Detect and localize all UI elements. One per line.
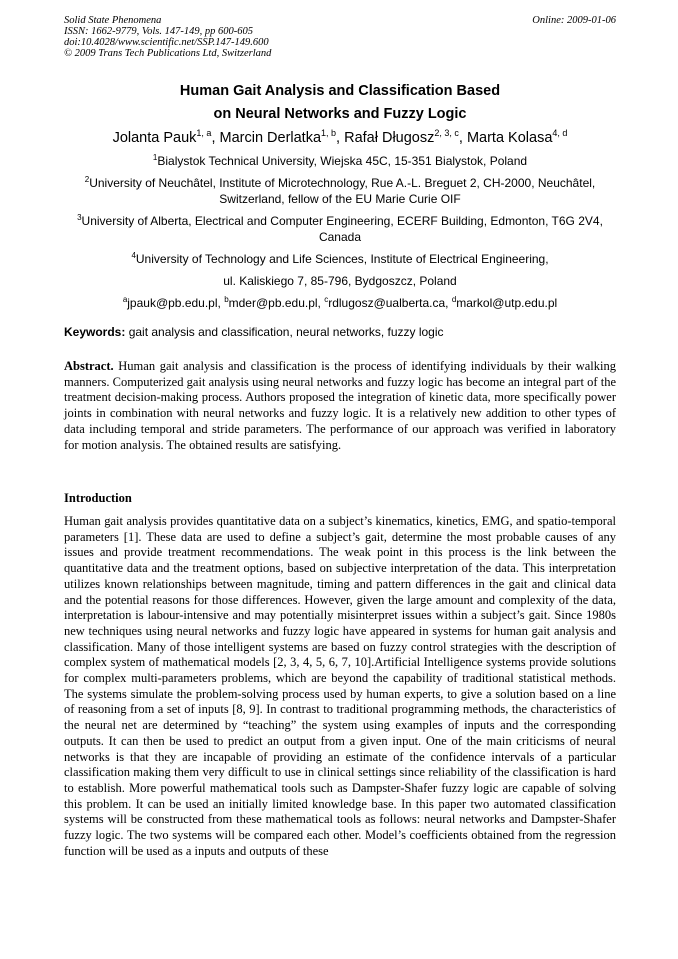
email: jpauk@pb.edu.pl <box>127 296 218 310</box>
email-sup: d <box>451 295 457 304</box>
title-line-2: on Neural Networks and Fuzzy Logic <box>213 106 467 122</box>
author <box>467 130 567 146</box>
issn-line: ISSN: 1662-9779, Vols. 147-149, pp 600-605 <box>64 26 253 37</box>
author-name: Marcin Derlatka <box>219 130 322 146</box>
affiliation-1 <box>64 153 616 169</box>
abstract-label: Abstract. <box>64 359 114 373</box>
author-sep: , <box>336 130 345 146</box>
copyright-line: © 2009 Trans Tech Publications Ltd, Switzerland <box>64 48 272 59</box>
author-name: Jolanta Pauk <box>112 130 197 146</box>
title-line-1: Human Gait Analysis and Classification Based <box>179 83 501 99</box>
affiliation-4 <box>64 251 616 267</box>
keywords-label: Keywords: <box>64 325 126 339</box>
journal-name: Solid State Phenomena <box>64 15 162 26</box>
paper-title <box>64 80 616 126</box>
affiliation-4-address: ul. Kaliskiego 7, 85-796, Bydgoszcz, Poland <box>223 274 457 288</box>
doi-line: doi:10.4028/www.scientific.net/SSP.147-149.600 <box>64 37 269 48</box>
affiliation-text: Bialystok Technical University, Wiejska 45C, 15-351 Bialystok, Poland <box>157 154 528 168</box>
email-sep: , <box>445 296 452 310</box>
author <box>220 130 345 146</box>
keywords-text: gait analysis and classification, neural networks, fuzzy logic <box>125 325 444 339</box>
affiliation-3 <box>64 213 616 245</box>
author <box>113 130 220 146</box>
affiliation-text: University of Technology and Life Sciences, Institute of Electrical Engineering, <box>135 252 549 266</box>
abstract-text: Human gait analysis and classification is the process of identifying individuals by their walking manners. Computerized gait analysis using neural networks and fuzzy logic has become an integral part of the treatment decision-making process. Authors proposed the integration of kinetic data, more specifically power joints in combination with neural networks and fuzzy logic. It is a relatively new addition to other types of data including temporal and stride parameters. The performance of our approach was verified in laboratory for motion analysis. The obtained results are satisfying. <box>64 359 616 452</box>
email-sup: a <box>122 295 128 304</box>
email-sup: b <box>224 295 229 304</box>
email-list <box>64 295 616 311</box>
author <box>344 130 467 146</box>
author-sep: , <box>211 130 220 146</box>
author-name: Rafał Długosz <box>344 130 435 146</box>
affiliation-text: University of Neuchâtel, Institute of Microtechnology, Rue A.-L. Breguet 2, CH-2000, Neuchâtel, Switzerland, fellow of the EU Marie Curie OIF <box>89 176 596 206</box>
affiliation-sup: 3 <box>77 213 82 222</box>
author-name: Marta Kolasa <box>466 130 553 146</box>
author-list <box>64 128 616 148</box>
author-sep: , <box>458 130 467 146</box>
abstract <box>64 359 616 453</box>
author-sup: 1, a <box>196 128 212 138</box>
affiliation-2 <box>64 175 616 207</box>
section-heading-introduction: Introduction <box>64 491 132 505</box>
email: markol@utp.edu.pl <box>456 296 558 310</box>
affiliation-text: University of Alberta, Electrical and Computer Engineering, ECERF Building, Edmonton, T6G 2V4, Canada <box>81 214 603 244</box>
author-sup: 1, b <box>321 128 337 138</box>
keywords <box>64 324 616 340</box>
email-sup: c <box>324 295 329 304</box>
author-sup: 2, 3, c <box>434 128 459 138</box>
journal-header <box>64 15 616 59</box>
author-sup: 4, d <box>552 128 568 138</box>
email: rdlugosz@ualberta.ca <box>328 296 446 310</box>
online-date: Online: 2009-01-06 <box>532 15 616 26</box>
introduction-paragraph: Human gait analysis provides quantitative data on a subject’s kinematics, kinetics, EMG, and spatio-temporal parameters [1]. These data are used to define a subject’s gait, determine the most probable causes of any issues and provide treatment recommendations. The weak point in this process is the link between the quantitative data and the treatment options, based on subjective interpretation of the data. This interpretation utilizes known relationships between magnitude, timing and pattern differences in the gait and clinical data and the potential reasons for those differences. However, given the large amount and complexity of the data, interpretation is labour-intensive and may potentially misinterpret issues within a subject’s gait. Since 1980s new techniques using neural networks and fuzzy logic have appeared in systems for human gait analysis and classification. Many of those intelligent systems are based on fuzzy control strategies with the description of complex system of mathematical models [2, 3, 4, 5, 6, 7, 10].Artificial Intelligence systems provide solutions for complex multi-parameters problems, which are beyond the capability of traditional statistical methods. The systems simulate the problem-solving process used by human experts, to give a solution based on a line of reasoning from a set of inputs [8, 9]. In contrast to traditional programming methods, the characteristics of the neural net are determined by “teaching” the system using examples of inputs and the corresponding outputs. It can then be used to predict an output from a given input. One of the main criticisms of neural networks is that they are incapable of providing an estimate of the confidence intervals of a particular classification making them very difficult to use in clinical settings since reliability of the classification is hard to establish. More powerful mathematical tools such as Dampster-Shafer fuzzy logic are capable of solving this problem. It can be used an initially limited knowledge base. In this paper two automated classification systems will be constructed from these mathematical tools as follows: neural networks and Dampster-Shafer fuzzy logic. The two systems will be compared each other. Model’s coefficients obtained from the regression function will be used as a inputs and outputs of these <box>64 514 616 858</box>
affiliation-sup: 1 <box>152 153 158 162</box>
affiliations <box>64 153 616 311</box>
email-sep: , <box>217 296 225 310</box>
email: mder@pb.edu.pl <box>228 296 318 310</box>
affiliation-sup: 4 <box>131 251 136 260</box>
email-sep: , <box>317 296 325 310</box>
affiliation-sup: 2 <box>84 175 90 184</box>
